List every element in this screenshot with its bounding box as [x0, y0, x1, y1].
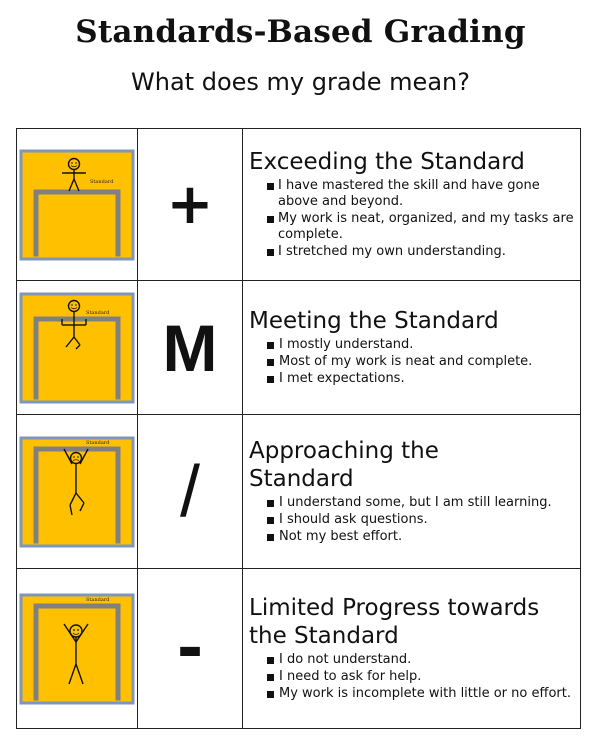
list-item: I do not understand. — [249, 652, 574, 668]
square-bullet-icon — [267, 342, 274, 349]
description-cell — [243, 415, 581, 569]
square-bullet-icon — [267, 534, 274, 541]
grade-symbol: + — [166, 171, 214, 237]
square-bullet-icon — [267, 657, 274, 664]
criteria-list — [249, 178, 574, 260]
page-title: Standards-Based Grading — [75, 14, 526, 50]
limited-progress-card — [18, 590, 136, 708]
list-item: My work is neat, organized, and my tasks are complete. — [249, 211, 574, 243]
exceeding-card — [18, 146, 136, 264]
criteria-list — [249, 495, 574, 545]
level-title: Limited Progress towards the Standard — [249, 595, 540, 649]
list-item: I should ask questions. — [249, 512, 574, 528]
stick-figure-below-bar-icon — [18, 590, 136, 708]
square-bullet-icon — [267, 216, 274, 223]
description-cell — [243, 281, 581, 415]
grade-symbol-cell — [138, 569, 243, 729]
square-bullet-icon — [267, 359, 274, 366]
square-bullet-icon — [267, 517, 274, 524]
picture-cell — [17, 129, 138, 281]
grade-row-meeting — [17, 281, 581, 415]
criteria-list — [249, 337, 574, 387]
level-title: Approaching the Standard — [249, 438, 439, 492]
grade-symbol-cell — [138, 281, 243, 415]
square-bullet-icon — [267, 183, 274, 190]
grade-symbol: / — [179, 451, 200, 532]
level-title: Exceeding the Standard — [249, 149, 525, 175]
description-cell — [243, 569, 581, 729]
list-item: I stretched my own understanding. — [249, 244, 574, 260]
meeting-card — [18, 289, 136, 407]
square-bullet-icon — [267, 674, 274, 681]
list-item: Most of my work is neat and complete. — [249, 354, 574, 370]
approaching-card — [18, 433, 136, 551]
list-item: I mostly understand. — [249, 337, 574, 353]
grade-symbol-cell — [138, 415, 243, 569]
square-bullet-icon — [267, 500, 274, 507]
grade-row-approaching — [17, 415, 581, 569]
square-bullet-icon — [267, 249, 274, 256]
list-item: I understand some, but I am still learning. — [249, 495, 574, 511]
list-item: I met expectations. — [249, 371, 574, 387]
svg-text:Standard: Standard — [90, 178, 114, 185]
description-cell — [243, 129, 581, 281]
stick-figure-standing-on-bar-icon — [18, 146, 136, 264]
grade-symbol: M — [162, 310, 218, 385]
level-title: Meeting the Standard — [249, 308, 499, 334]
picture-cell — [17, 569, 138, 729]
list-item: My work is incomplete with little or no effort. — [249, 686, 574, 702]
stick-figure-resting-on-bar-icon — [18, 289, 136, 407]
list-item: I have mastered the skill and have gone above and beyond. — [249, 178, 574, 210]
grading-table — [16, 128, 581, 729]
picture-cell — [17, 281, 138, 415]
picture-cell — [17, 415, 138, 569]
criteria-list — [249, 652, 574, 702]
svg-text:Standard: Standard — [86, 439, 110, 446]
page-subtitle: What does my grade mean? — [131, 68, 470, 96]
grade-row-exceeding — [17, 129, 581, 281]
stick-figure-hanging-from-bar-icon — [18, 433, 136, 551]
svg-text:Standard: Standard — [86, 596, 110, 603]
grade-symbol: - — [176, 611, 204, 686]
square-bullet-icon — [267, 376, 274, 383]
list-item: I need to ask for help. — [249, 669, 574, 685]
svg-text:Standard: Standard — [86, 309, 110, 316]
square-bullet-icon — [267, 691, 274, 698]
grade-symbol-cell — [138, 129, 243, 281]
grade-row-limited-progress — [17, 569, 581, 729]
list-item: Not my best effort. — [249, 529, 574, 545]
